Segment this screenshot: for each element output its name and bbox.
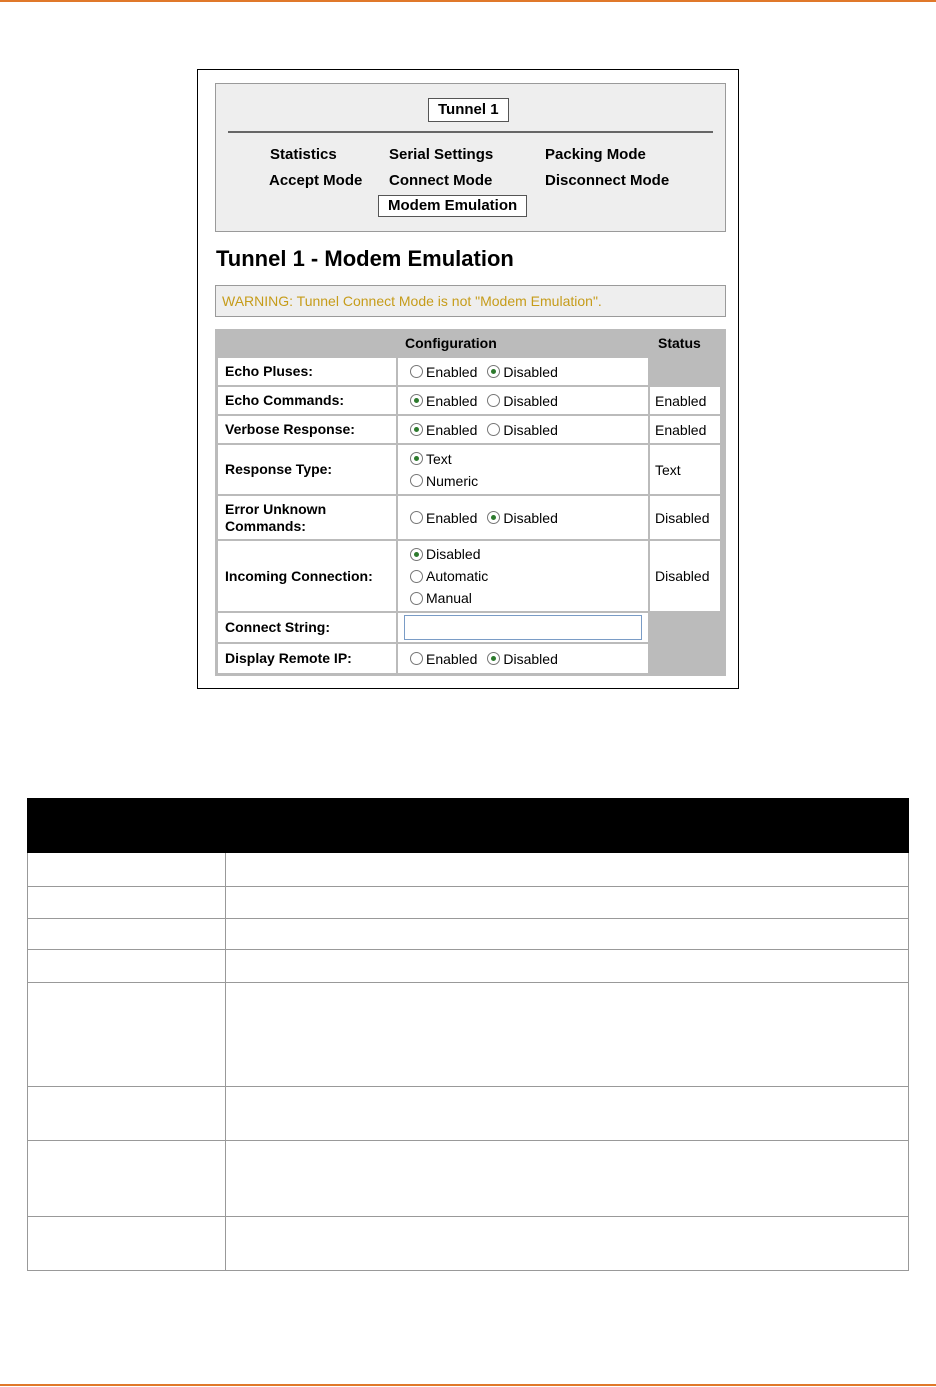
status-error-unknown: Disabled: [650, 496, 720, 539]
verbose-response-enabled-radio[interactable]: Enabled: [410, 422, 477, 438]
table-row: [28, 1087, 909, 1141]
response-type-numeric-radio[interactable]: Numeric: [410, 473, 478, 489]
echo-commands-disabled-radio[interactable]: Disabled: [487, 393, 557, 409]
settings-description-table: [27, 798, 909, 1271]
warning-banner: WARNING: Tunnel Connect Mode is not "Modem Emulation".: [215, 285, 726, 317]
nav-item-serial-settings[interactable]: Serial Settings: [389, 146, 494, 163]
table-header-row: [28, 799, 909, 853]
label-incoming-connection: Incoming Connection:: [218, 541, 396, 611]
echo-commands-enabled-radio[interactable]: Enabled: [410, 393, 477, 409]
nav-item-packing-mode[interactable]: Packing Mode: [545, 146, 646, 163]
nav-item-connect-mode[interactable]: Connect Mode: [389, 172, 493, 189]
label-error-unknown-commands: Error Unknown Commands:: [218, 496, 396, 539]
echo-commands-options: [398, 387, 648, 414]
tab-tunnel-1[interactable]: Tunnel 1: [428, 98, 509, 122]
table-row: [28, 983, 909, 1087]
label-display-remote-ip: Display Remote IP:: [218, 644, 396, 673]
verbose-response-options: [398, 416, 648, 443]
response-type-text-radio[interactable]: Text: [410, 451, 452, 467]
page-bottom-rule: [0, 1384, 936, 1386]
label-echo-commands: Echo Commands:: [218, 387, 396, 414]
display-remote-ip-options: [398, 644, 648, 673]
table-row: [28, 1217, 909, 1271]
response-type-options: [398, 445, 648, 494]
label-connect-string: Connect String:: [218, 613, 396, 642]
status-verbose-response: Enabled: [650, 416, 720, 443]
error-unknown-options: [398, 496, 648, 539]
modem-config-table: [215, 329, 726, 676]
echo-pluses-options: [398, 358, 648, 385]
echo-pluses-disabled-radio[interactable]: Disabled: [487, 364, 557, 380]
label-verbose-response: Verbose Response:: [218, 416, 396, 443]
connect-string-cell: [398, 613, 648, 642]
incoming-automatic-radio[interactable]: Automatic: [410, 568, 488, 584]
status-response-type: Text: [650, 445, 720, 494]
table-row: [28, 853, 909, 887]
tunnel-nav-panel: [215, 83, 726, 232]
connect-string-input[interactable]: [404, 615, 642, 640]
table-row: [28, 1141, 909, 1217]
table-row: [28, 950, 909, 983]
label-echo-pluses: Echo Pluses:: [218, 358, 396, 385]
display-remote-ip-disabled-radio[interactable]: Disabled: [487, 651, 557, 667]
modem-emulation-screenshot: [197, 69, 739, 689]
nav-item-accept-mode[interactable]: Accept Mode: [269, 172, 363, 189]
page-title: Tunnel 1 - Modem Emulation: [216, 246, 514, 271]
display-remote-ip-enabled-radio[interactable]: Enabled: [410, 651, 477, 667]
verbose-response-disabled-radio[interactable]: Disabled: [487, 422, 557, 438]
error-unknown-disabled-radio[interactable]: Disabled: [487, 510, 557, 526]
header-configuration: Configuration: [405, 335, 497, 351]
header-status: Status: [658, 335, 701, 351]
error-unknown-enabled-radio[interactable]: Enabled: [410, 510, 477, 526]
label-response-type: Response Type:: [218, 445, 396, 494]
status-echo-commands: Enabled: [650, 387, 720, 414]
incoming-manual-radio[interactable]: Manual: [410, 590, 472, 606]
echo-pluses-enabled-radio[interactable]: Enabled: [410, 364, 477, 380]
status-incoming-connection: Disabled: [650, 541, 720, 611]
table-row: [28, 887, 909, 919]
nav-divider: [228, 131, 713, 133]
nav-item-statistics[interactable]: Statistics: [270, 146, 337, 163]
incoming-disabled-radio[interactable]: Disabled: [410, 546, 480, 562]
nav-item-disconnect-mode[interactable]: Disconnect Mode: [545, 172, 670, 189]
nav-item-modem-emulation[interactable]: Modem Emulation: [378, 195, 527, 217]
page-top-rule: [0, 0, 936, 2]
incoming-connection-options: [398, 541, 648, 611]
table-row: [28, 919, 909, 950]
